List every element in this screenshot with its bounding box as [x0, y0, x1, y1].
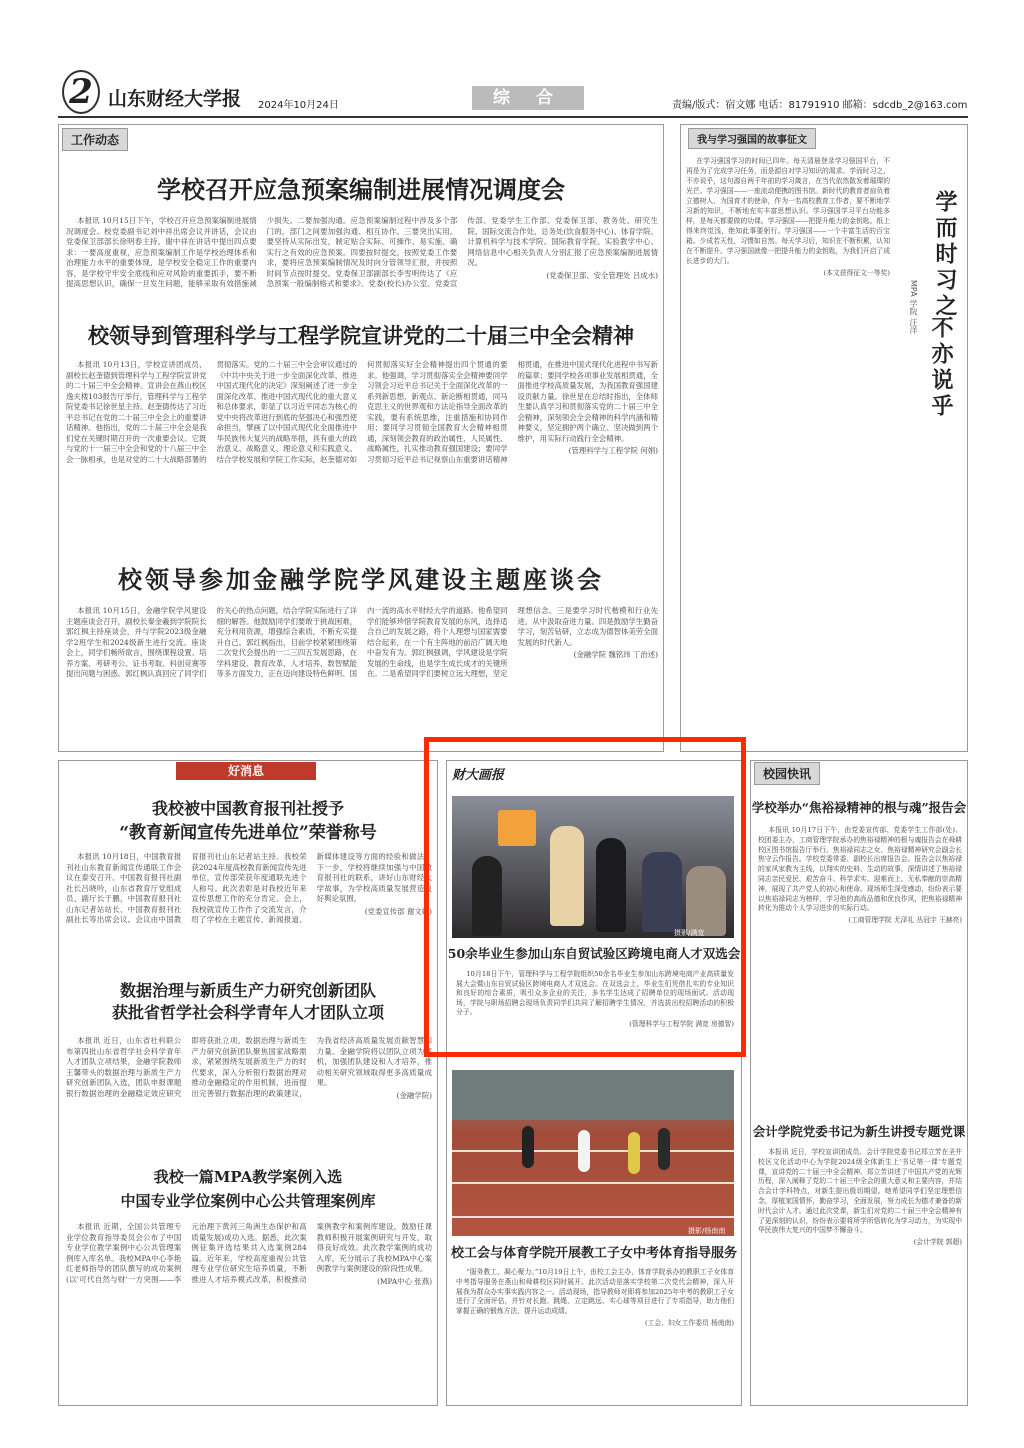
- photo-credit-1: 摄影/满宽: [674, 929, 705, 937]
- track-photo: [452, 1070, 734, 1236]
- article-body-data: 本报讯 近日，山东省社科联公布第四批山东省哲学社会科学青年人才团队立项结果，金融学院教师王馨带头的数据治理与新质生产力研究创新团队入选，团队申报课题银行数据治理的金融稳定效应研究即将获批立项。数据治理与新质生产力研究创新团队聚焦国家战略需求，紧紧围绕发展新质生产力的时代要求，深入分析银行数据治理对推动金融稳定的作用机制，进而提出完善银行数据治理的政策建议，为我省经济高质量发展贡献智慧和力量。金融学院将以团队立项为契机，加强团队建设和人才培养，推动相关研究领域取得更多高质量成果。 (金融学院): [66, 1036, 432, 1100]
- article-title-data-1: 数据治理与新质生产力研究创新团队: [119, 981, 376, 1000]
- photo-credit-2: 摄影/杨南南: [688, 1227, 726, 1235]
- track-line: [452, 1216, 734, 1218]
- section-label-work: 工作动态: [62, 128, 128, 151]
- article-title-award-1: 我校被中国教育报刊社授予: [151, 799, 344, 818]
- article-title-lecture: 校领导到管理科学与工程学院宣讲党的二十届三中全会精神: [88, 323, 634, 348]
- runner-figure: [658, 1128, 670, 1170]
- recruit-sign: [498, 810, 536, 846]
- article-body-award: 本报讯 10月18日，中国教育报刊社山东教育新闻宣传通联工作会议在泰安召开。中国教育报刊社副社长吕晓吟，山东省教育厅党组成员、副厅长于鹏，中国教育报刊社山东记者站站长、中国教育报刊社副社长等出席会议。会议由中国教育报刊社山东记者站主持。我校荣获2024年度高校教育新闻宣传先进单位，宣传部荣获年度通联先进个人称号。此次表彰是对我校近年来宣传思想工作的充分肯定。会上，我校就宣传工作作了交流发言，介绍了学校在主题宣传、新闻报道、新媒体建设等方面的经验和做法。下一步，学校将继续加强与中国教育报刊社的联系，讲好山东财经大学故事，为学校高质量发展营造良好舆论氛围。 (党委宣传部 谢文娴): [66, 852, 432, 924]
- section-label-news: 校园快讯: [754, 762, 820, 785]
- photo-caption-job-fair: 50余毕业生参加山东自贸试验区跨境电商人才双选会: [447, 946, 741, 961]
- editor-info: 责编/版式：宿文娜 电话：81791910 邮箱：sdcdb_2@163.com: [672, 100, 968, 111]
- photo-text-job-fair: 10月18日下午，管理科学与工程学院组织50余名毕业生参加山东跨境电商产业高质量发展大会暨山东自贸试验区跨境电商人才双选会。在双选会上，毕业生们凭借扎实的专业知识和良好的综合素质，吸引众多企业的关注，多名学生达成了招聘单位的现场面试。活动现场，学院与职场招聘会现场负责同学们共同了解招聘学生情况，并选拔出校招聘活动的积极分子。 (管理科学与工程学院 满宽 房德智): [456, 970, 734, 1028]
- article-body-accounting: 本报讯 近日，学校宣讲团成员、会计学院党委书记郑立芳在圣井校区文化活动中心为学院2024级全体新生上'书记第一课'专题党课，宣讲党的二十届三中全会精神。郑立芳讲述了中国共产党的光辉历程，深入阐释了党的二十届三中全会的重大意义和主要内容，并结合会计学科特点，对新生提出殷切期望。她希望同学们坚定理想信念，厚植家国情怀，勤奋学习，全面发展，努力成长为德才兼备的新时代会计人才。通过此次党课，新生们对党的二十届三中全会精神有了更深刻的认识，纷纷表示要将所学所悟转化为学习动力，为实现中华民族伟大复兴的中国梦不懈奋斗。 (会计学院 郭超): [758, 1148, 962, 1247]
- person-figure: [472, 856, 502, 936]
- job-fair-photo: [452, 796, 734, 938]
- article-title-accounting: 会计学院党委书记为新生讲授专题党课: [752, 1124, 966, 1139]
- track-line: [452, 1182, 734, 1184]
- article-body-finance: 本报讯 10月15日，金融学院学风建设主题座谈会召开，副校长秦金羲到学院院长郭红枫主持座谈会，并与学院2023级金融学2班学生和2024级新生进行交流。座谈会上，同学们畅所欲言，围绕课程设置、培养方案、考研考公、证书考取、科创竞赛等提出问题与困惑。郭红枫认真回应了同学们的关心的热点问题，结合学院实际进行了详细的解答。他鼓励同学们要敢于挑战困难，充分利用资源，增强综合素质，不断充实提升自己。郭红枫指出，目前学校紧紧围绕第二次党代会提出的一二三四五发展思路，在学科建设、教育改革、人才培养、数智赋能等多方面发力，正在迈向建设特色鲜明、国内一流的高水平财经大学的道路。他希望同学们能够珍惜学院教育发展的东风，选择适合自己的发展之路，将个人理想与国家需要结合起来，在一个有主阵地的前沿广阔天地中奋发有为。郭红枫强调，学风建设是学院发展的生命线，也是学生成长成才的关键所在。二是希望同学们要树立远大理想，坚定理想信念。三是要学习时代楷模和行业先进，从中汲取奋进力量。四是鼓励学生勤奋学习，刻苦钻研，立志成为德智体美劳全面发展的时代新人。 (金融学院 魏铭玮 丁治述): [66, 606, 658, 678]
- runner-figure: [522, 1126, 534, 1168]
- issue-date: 2024年10月24日: [258, 100, 339, 111]
- person-figure: [686, 866, 726, 936]
- article-title-emergency: 学校召开应急预案编制进展情况调度会: [157, 176, 565, 204]
- person-figure: [550, 826, 584, 926]
- article-body-jiao: 本报讯 10月17日下午，由党委宣传部、党委学生工作部(处)、校团委主办，工商管理学院承办的焦裕禄精神的根与魂报告会在舜耕校区图书馆报告厅举行。焦裕禄同志之女、焦裕禄精神研究会副会长焦守云作报告。学校党委常委、副校长出席报告会。报告会以焦裕禄的家风家教为主线，以翔实的史料、生动的故事，深情讲述了焦裕禄同志亲民爱民、艰苦奋斗、科学求实、迎难而上、无私奉献的崇高精神，展现了共产党人的初心和使命。现场师生深受感动，纷纷表示要以焦裕禄同志为榜样，学习他的高尚品德和优良作风，把焦裕禄精神转化为推动个人学习进步的实际行动。 (工商管理学院 尤泽礼 丛冠宇 王赫亮): [758, 826, 962, 925]
- paper-name: 山东财经大学报: [108, 88, 242, 110]
- photo-section-label: 财大画报: [452, 768, 505, 783]
- article-title-finance: 校领导参加金融学院学风建设主题座谈会: [118, 566, 604, 594]
- essay-title-1: 学而时习之: [932, 190, 958, 320]
- trees-background: [452, 1070, 734, 1120]
- article-title-jiao: 学校举办“焦裕禄精神的根与魂”报告会: [751, 800, 967, 815]
- runner-figure: [628, 1132, 640, 1174]
- article-title-mpa-2: 中国专业学位案例中心公共管理案例库: [120, 1192, 376, 1210]
- article-title-award-2: “教育新闻宣传先进单位”荣誉称号: [119, 823, 377, 843]
- article-title-data-2: 获批省哲学社会科学青年人才团队立项: [111, 1003, 384, 1022]
- essay-body: 在学习强国学习的时间已四年。每天清晨登录学习强国平台，不再是为了完成学习任务，而是源自对学习知识的渴求。学而时习之，不亦说乎，这句源自两千年前的学习箴言，在当代依然散发着璀璨的光芒。学习强国——一座流动便携的图书馆。新时代的教育者肩负着立德树人、为国育才的使命，作为一名高校教育工作者，要不断地学习新的知识，不断地充实丰富思想认识。学习强国学习平台功能多样，是每天都要做的功课。学习强国——把提升能力的金钥匙。纸上得来终觉浅，绝知此事要躬行。学习强国——一个丰富生活的百宝箱。少成若天性，习惯如自然。每天学习后，知识在不断积累，认知在不断提升。学习强国就像一把提升能力的金钥匙，为我们开启了成长进步的大门。 (本文获得征文一等奖): [686, 157, 890, 277]
- page-number: 2: [62, 70, 100, 114]
- section-label-essay: 我与学习强国的故事征文: [688, 128, 816, 149]
- person-figure: [596, 838, 626, 932]
- person-figure: [642, 852, 682, 932]
- essay-byline: MPA 学院 汪洋: [909, 280, 918, 334]
- photo-text-sports: “服务教工，凝心聚力。”10月19日上午，由校工会主办，体育学院承办的教职工子女体育中考指导服务在燕山和舜耕校区同时展开。此次活动是落实学校第二次党代会精神，深入开展我为群众办实事实践内容之一。活动现场，指导教师对即将参加2025年中考的教职工子女进行了全面评估，并针对长跑、跳绳、立定跳远、实心球等项目进行了专项指导，助力他们掌握正确的锻炼方法，提升运动成绩。 (工会、妇女工作委员 杨南南): [456, 1268, 734, 1327]
- runner-figure: [578, 1130, 590, 1172]
- masthead-rule: [58, 116, 968, 118]
- article-title-mpa-1: 我校一篇MPA教学案例入选: [153, 1168, 343, 1186]
- article-body-lecture: 本报讯 10月13日，学校宣讲团成员、副校长赵奎德到管理科学与工程学院宣讲党的二十届三中全会精神。宣讲会在燕山校区逸夫楼103报告厅举行，管理科学与工程学院党委书记徐世星主持。赵奎德传达了习近平总书记在党的二十届三中全会上的重要讲话精神。他指出，党的二十届三中全会是我们党在关键时期召开的一次重要会议。它既与党的十一届三中全会和党的十八届三中全会一脉相承，也是对党的二十大战略部署的贯彻落实。党的二十届三中全会审议通过的《中共中央关于进一步全面深化改革、推进中国式现代化的决定》深刻阐述了进一步全面深化改革、推进中国式现代化的重大意义和总体要求，彰显了以习近平同志为核心的党中央将改革进行到底的坚强决心和强烈使命担当，擘画了以中国式现代化全面推进中华民族伟大复兴的战略举措，具有重大的政治意义、战略意义、理论意义和实践意义。结合学校发展和学院工作实际，赵奎德对如何贯彻落实好全会精神提出四个贯通的要求。他强调，学习贯彻落实全会精神要同学习领会习近平总书记关于全面深化改革的一系列新思想、新观点、新论断相贯通，同马克思主义的世界观和方法论指导全面改革的实践，要有系统思维，注重措施和协同作用；要同学习贯彻全国教育大会精神相贯通，深刻领会教育的政治属性、人民属性、战略属性，扎实推动教育强国建设；要同学习贯彻习近平总书记视察山东重要讲话精神相贯通，在推进中国式现代化进程中书写新的篇章；要同学校各项事业发展相贯通，全面推进学校高质量发展，为我国教育强国建设贡献力量。徐世星在总结时指出，全体师生要认真学习和贯彻落实党的二十届三中全会精神，深刻领会全会精神的科学内涵和精神要义，坚定拥护两个确立、坚决做到两个维护，用实际行动践行全会精神。 (管理科学与工程学院 何娟): [66, 360, 658, 464]
- article-body-emergency: 本报讯 10月15日下午，学校召开应急预案编制进展情况调度会。校党委副书记刘中祥出席会议并讲话，会议由党委保卫部部长徐明春主持。谢中祥在讲话中提出四点要求：一要高度重视，应急预案编制工作是学校治理体系和治理能力水平的重要体现，是学校安全稳定工作的重要内容，是学校守牢安全底线和应对风险的重要抓手，要不断提高思想认识，确保一旦发生问题，能够采取有效措施减少损失。二要加强沟通。应急预案编制过程中涉及多个部门的，部门之间要加强沟通、相互协作。三要突出实用。要坚持从实际出发，制定贴合实际、可操作、易实施、确实行之有效的应急预案。四要按时提交。按照党委工作要求，要将应急预案编制情况及时向分管领导汇报，并按照时间节点按时提交。党委保卫部副部长李雪明传达了《应急预案一般编制格式和要求》。党委(校长)办公室、党委宣传部、党委学生工作部、党委保卫部、教务处、研究生院、国际交流合作处、总务处(饮食服务中心)、体育学院、计算机科学与技术学院、国际教育学院、实验教学中心、网络信息中心相关负责人分别汇报了应急预案编制进展情况。 (党委保卫部、安全管理处 吕成水): [66, 216, 658, 288]
- photo-caption-sports: 校工会与体育学院开展教工子女中考体育指导服务: [450, 1246, 737, 1261]
- article-body-mpa: 本报讯 近期，全国公共管理专业学位教育指导委员会公布了中国专业学位教学案例中心公共管理案例库入库名单。我校MPA中心李艳红老师指导的团队撰写的成功案例(以'可代自然与财'一方突围——李元治理下黄河三角洲生态保护和高质量发展)成功入选。据悉，此次案例征集评选结果共入选案例284篇。近年来，学校高度重视公共管理专业学位研究生培养质量，不断推进人才培养模式改革，积极推动案例教学和案例库建设，鼓励任课教师积极开展案例研究与开发，取得良好成效。此次教学案例的成功入库，充分展示了我校MPA中心案例教学与案例建设的阶段性成果。 (MPA中心 张燕): [66, 1222, 432, 1286]
- essay-title-2: 不亦说乎: [928, 316, 954, 420]
- section-title: 综 合: [472, 86, 584, 110]
- good-news-banner: 好消息: [176, 762, 316, 780]
- track-line: [452, 1150, 734, 1152]
